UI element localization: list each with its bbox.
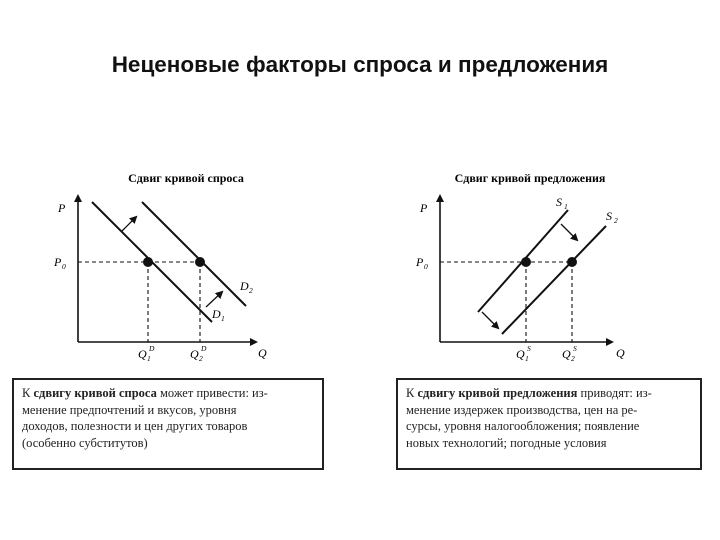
supply-axis-y-label: P [420, 201, 428, 215]
demand-note-line-1 [22, 385, 314, 402]
demand-q1-label: Q [138, 347, 147, 361]
demand-shift-arrow-upper [121, 217, 136, 232]
demand-curve-d1-sub: 1 [221, 314, 225, 323]
demand-shift-arrow-lower [206, 292, 222, 307]
demand-price-label: P [54, 255, 62, 269]
demand-axis-x-label: Q [258, 346, 267, 360]
supply-q1-sup: S [527, 344, 531, 353]
supply-panel-title: Сдвиг кривой предложения [454, 171, 606, 185]
demand-q1-sup: D [149, 344, 155, 353]
supply-curve-s1-sub: 1 [564, 202, 568, 211]
demand-point-1 [143, 257, 153, 267]
demand-note-line-1-rest: может привести: из- [156, 386, 268, 400]
demand-curve-d2 [142, 202, 246, 306]
demand-axis-y-label: P [58, 201, 66, 215]
supply-note-box [396, 378, 702, 470]
demand-q2-sub: 2 [199, 354, 203, 363]
supply-point-2 [567, 257, 577, 267]
demand-note-box [12, 378, 324, 470]
supply-curve-s2-label: S [606, 209, 612, 223]
demand-price-sub: 0 [62, 262, 66, 271]
supply-shift-arrow-upper [561, 224, 577, 240]
supply-price-label: P [416, 255, 424, 269]
demand-curve-d2-label: D [240, 279, 249, 293]
supply-curve-s2 [502, 226, 606, 334]
supply-note-bold: сдвигу кривой предложения [417, 386, 578, 400]
demand-note-line-3: доходов, полезности и цен других товаров [22, 419, 248, 433]
supply-panel [415, 171, 625, 363]
supply-point-1 [521, 257, 531, 267]
demand-note-prefix: К [22, 386, 34, 400]
supply-q2-label: Q [562, 347, 571, 361]
supply-q1-sub: 1 [525, 354, 529, 363]
demand-note-bold: сдвигу кривой спроса [33, 386, 157, 400]
supply-note-line-4: новых технологий; погодные условия [406, 435, 607, 450]
supply-shift-arrow-lower [482, 312, 498, 328]
demand-panel-title: Сдвиг кривой спроса [128, 171, 244, 185]
demand-q2-label: Q [190, 347, 199, 361]
supply-q1-label: Q [516, 347, 525, 361]
supply-price-sub: 0 [424, 262, 428, 271]
supply-q2-sup: S [573, 344, 577, 353]
supply-curve-s1-label: S [556, 195, 562, 209]
demand-note-line-2: менение предпочтений и вкусов, уровня [22, 402, 237, 417]
demand-curve-d2-sub: 2 [249, 286, 253, 295]
supply-curve-s2-sub: 2 [614, 216, 618, 225]
supply-note-line-1 [406, 385, 692, 402]
slide-title: Неценовые факторы спроса и предложения [111, 52, 609, 77]
demand-point-2 [195, 257, 205, 267]
supply-note-line-3: сурсы, уровня налогообложения; появление [406, 419, 640, 433]
supply-axis-x-label: Q [616, 346, 625, 360]
demand-panel [53, 171, 267, 363]
demand-q1-sub: 1 [147, 354, 151, 363]
demand-note-line-4: (особенно субститутов) [22, 435, 148, 450]
demand-q2-sup: D [201, 344, 207, 353]
supply-note-line-2: менение издержек производства, цен на ре- [406, 402, 638, 417]
demand-curve-d1-label: D [212, 307, 221, 321]
supply-note-line-1-rest: приводят: из- [577, 386, 652, 400]
supply-note-prefix: К [406, 386, 418, 400]
supply-q2-sub: 2 [571, 354, 575, 363]
